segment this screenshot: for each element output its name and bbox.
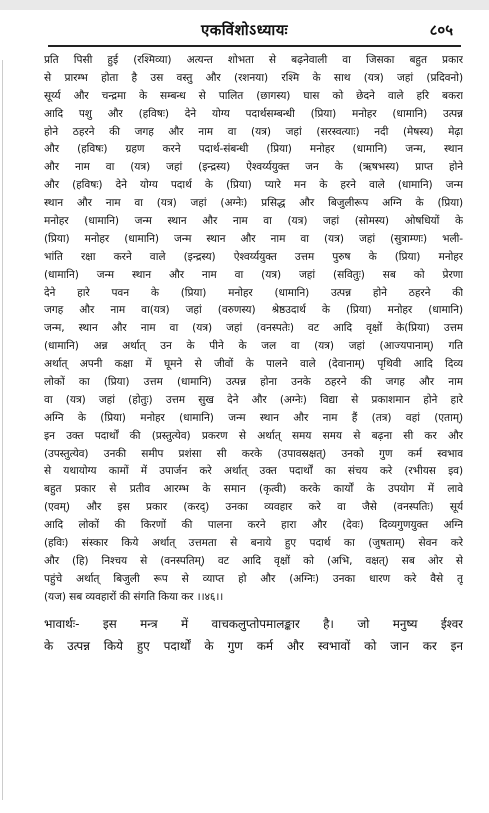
text-line: स्थान और नाम वा (यत्र) जहां (अग्नेः) प्रसिद्ध और बिजुलीरूप अग्नि के (प्रिया)	[44, 197, 463, 210]
text-line: भावार्थः- इस मन्त्र में वाचकलुप्तोपमालङ्कार है। जो मनुष्य ईश्वर	[44, 616, 463, 631]
text-line: वा (यत्र) जहां (होतुः) उत्तम सुख देने और (अग्नेः) विद्या से प्रकाशमान होने हारे	[44, 393, 463, 406]
page-header	[0, 14, 489, 44]
text-line: से प्रारम्भ होता है उस वस्तु और (रशनया) रश्मि के साथ (यत्र) जहां (प्रदिवनो)	[44, 71, 463, 84]
text-line: लोकों का (प्रिया) उत्तम (धामानि) उत्पन्न होना उनके ठहरने की जगह और नाम	[44, 376, 463, 389]
text-line: भांति रक्षा करने वाले (इन्द्रस्य) ऐश्वर्य्ययुक्त उत्तम पुरुष के (प्रिया) मनोहर	[44, 250, 463, 263]
text-line: और नाम वा (यत्र) जहां (इन्द्रस्य) ऐश्वर्य्ययुक्त जन के (ऋषभस्य) प्राप्त होने	[44, 161, 463, 174]
text-line: प्रति पिसी हुई (रश्मिव्या) अत्यन्त शोभता से बढ़नेवाली वा जिसका बहुत प्रकार	[44, 54, 463, 66]
text-line: सूर्य्य और चन्द्रमा के सम्बन्ध से पालित (छागस्य) घास को छेदने वाले हरि बकरा	[44, 89, 463, 102]
text-line: से यथायोग्य कामों में उपार्जन करे अर्थात् उक्त पदार्थों का संचय करे (रभीयस इव)	[44, 465, 463, 478]
text-line: पहुंचे अर्थात् बिजुली रूप से व्याप्त हो और (अग्निः) उनका धारण करे वैसे तू	[44, 572, 463, 585]
text-line: जगह और नाम वा(यत्र) जहां (वरुणस्य) श्रेष्ठउदार्थ के (प्रिया) मनोहर (धामानि)	[44, 304, 463, 317]
text-line: मनोहर (धामानि) जन्म स्थान और नाम वा (यत्र) जहां (सोमस्य) ओषधियों के	[44, 215, 463, 228]
bhavarth-block	[44, 613, 463, 657]
text-line: (प्रिया) मनोहर (धामानि) जन्म स्थान और नाम वा (यत्र) जहां (सुत्राम्णः) भली-	[44, 232, 463, 245]
chapter-title: एकविंशोऽध्यायः	[200, 21, 289, 39]
text-line: (यज) सब व्यवहारों की संगति किया कर ।।४६।।	[44, 590, 224, 603]
page-body	[44, 52, 463, 657]
text-line: अग्नि के (प्रिया) मनोहर (धामानि) जन्म स्थान और नाम हैं (तत्र) वहां (एताम्)	[44, 411, 463, 424]
text-line: के उत्पन्न किये हुए पदार्थों के गुण कर्म और स्वभावों को जान कर इन	[44, 638, 463, 653]
page-number: ८०५	[429, 21, 453, 39]
text-line: और (हि) निश्चय से (वनस्पतिम्) वट आदि वृक्षों को (अभि, वक्षत्) सब ओर से	[44, 554, 463, 567]
text-line: (धामानि) अन्न अर्थात् उन के पीने के जल वा (यत्र) जहां (आज्यपानाम्) गति	[44, 340, 463, 353]
text-line: अर्थात् अपनी कक्षा में घूमने से जीवों के पालने वाले (देवानाम्) पृथिवी आदि दिव्य	[44, 358, 463, 371]
header-rule	[48, 45, 461, 47]
text-line: और (हविषः) देने योग्य पदार्थ के (प्रिया) प्यारे मन के हरने वाले (धामानि) जन्म	[44, 179, 463, 192]
text-line: इन उक्त पदार्थों की (प्रस्तुत्येव) प्रकरण से अर्थात् समय समय से बढ़ना सी कर और	[44, 429, 463, 442]
commentary-block	[44, 52, 463, 607]
text-line: देने हारे पवन के (प्रिया) मनोहर (धामानि) उत्पन्न होने ठहरने की	[44, 286, 463, 299]
scan-left-edge	[2, 60, 3, 800]
text-line: (उपस्तुत्येव) उनकी समीप प्रशंसा सी करके (उपावस्रक्षत्) उनको गुण कर्म स्वभाव	[44, 447, 463, 460]
text-line: होने ठहरने की जगह और नाम वा (यत्र) जहां (सरस्वत्याः) नदी (मेषस्य) मेढ़ा	[44, 125, 463, 138]
text-line: जन्म, स्थान और नाम वा (यत्र) जहां (वनस्पतेः) वट आदि वृक्षों के(प्रिया) उत्तम	[44, 322, 463, 335]
scan-top-edge	[0, 0, 489, 10]
text-line: बहुत प्रकार से प्रतीव आरम्भ के समान (कृत्वी) करके कार्यों के उपयोग में लावे	[44, 483, 463, 496]
text-line: और (हविषः) ग्रहण करने पदार्थ-संबन्धी (प्रिया) मनोहर (धामानि) जन्म, स्थान	[44, 143, 463, 156]
text-line: (एवम्) और इस प्रकार (करद्) उनका व्यवहार करे वा जैसे (वनस्पतिः) सूर्य	[44, 501, 463, 514]
text-line: (हविः) संस्कार किये अर्थात् उत्तमता से बनाये हुए पदार्थ का (जुषताम्) सेवन करे	[44, 537, 463, 550]
text-line: (धामानि) जन्म स्थान और नाम वा (यत्र) जहां (सवितुः) सब को प्रेरणा	[44, 268, 463, 281]
text-line: आदि लोकों की किरणों की पालना करने हारा और (देवः) दिव्यगुणयुक्त अग्नि	[44, 519, 463, 532]
text-line: आदि पशु और (हविषः) देने योग्य पदार्थसम्बन्धी (प्रिया) मनोहर (धामानि) उत्पन्न	[44, 107, 463, 120]
